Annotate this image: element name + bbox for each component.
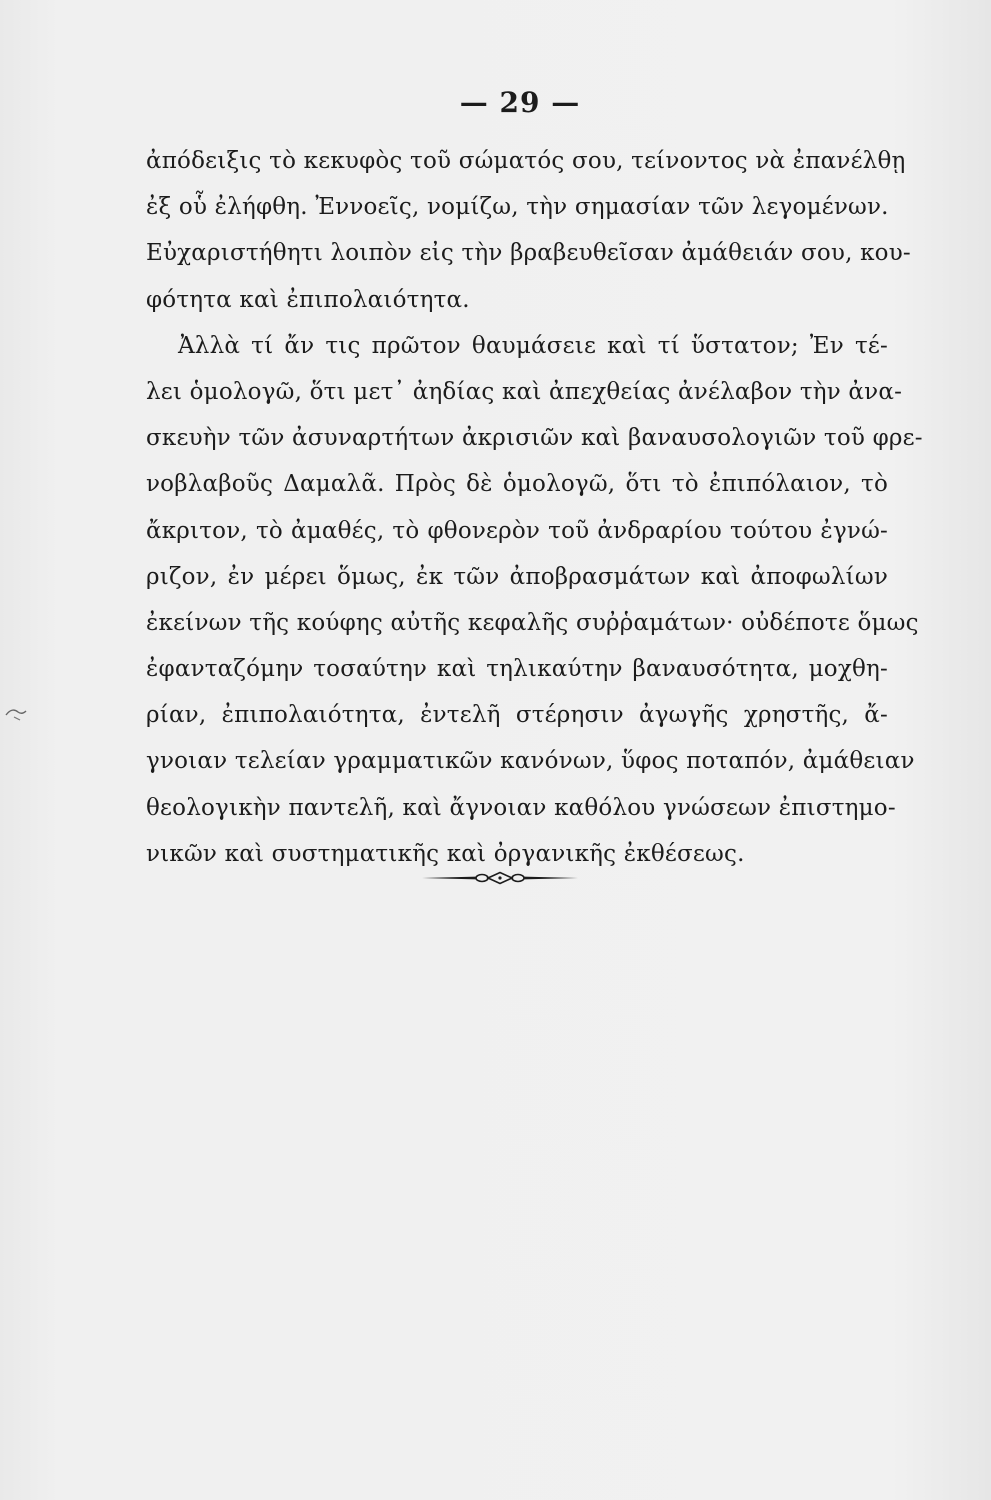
body-text bbox=[146, 138, 923, 877]
text-line: θεολογικὴν παντελῆ, καὶ ἄγνοιαν καθόλου γνώσεων ἐπιστημο- bbox=[146, 794, 896, 821]
text-line: ἐκείνων τῆς κούφης αὐτῆς κεφαλῆς συῤῥαμάτων· οὐδέποτε ὅμως bbox=[146, 609, 919, 636]
page-number: — 29 — bbox=[459, 86, 581, 119]
text-line: νικῶν καὶ συστηματικῆς καὶ ὀργανικῆς ἐκθέσεως. bbox=[146, 840, 745, 867]
text-line: ἐξ οὗ ἐλήφθη. Ἐννοεῖς, νομίζω, τὴν σημασίαν τῶν λεγομένων. bbox=[146, 194, 889, 221]
text-line: Ἀλλὰ τί ἄν τις πρῶτον θαυμάσειε καὶ τί ὕστατον; Ἐν τέ- bbox=[178, 332, 888, 359]
text-line: Εὐχαριστήθητι λοιπὸν εἰς τὴν βραβευθεῖσαν ἀμάθειάν σου, κου- bbox=[146, 240, 911, 267]
text-line: ρίαν, ἐπιπολαιότητα, ἐντελῆ στέρησιν ἀγωγῆς χρηστῆς, ἄ- bbox=[146, 702, 888, 729]
text-line: λει ὁμολογῶ, ὅτι μετ᾽ ἀηδίας καὶ ἀπεχθείας ἀνέλαβον τὴν ἀνα- bbox=[146, 378, 903, 405]
text-line: ἀπόδειξις τὸ κεκυφὸς τοῦ σώματός σου, τείνοντος νὰ ἐπανέλθῃ bbox=[146, 148, 906, 174]
tailpiece-ornament-icon bbox=[420, 868, 580, 888]
text-line: γνοιαν τελείαν γραμματικῶν κανόνων, ὕφος ποταπόν, ἀμάθειαν bbox=[146, 748, 915, 775]
text-line: φότητα καὶ ἐπιπολαιότητα. bbox=[146, 286, 470, 313]
text-line: σκευὴν τῶν ἀσυναρτήτων ἀκρισιῶν καὶ βαναυσολογιῶν τοῦ φρε- bbox=[146, 425, 923, 452]
text-line: νοβλαβοῦς Δαμαλᾶ. Πρὸς δὲ ὁμολογῶ, ὅτι τὸ ἐπιπόλαιον, τὸ bbox=[146, 471, 888, 498]
margin-mark-icon bbox=[4, 703, 28, 723]
text-line: ἄκριτον, τὸ ἀμαθές, τὸ φθονερὸν τοῦ ἀνδραρίου τούτου ἐγνώ- bbox=[146, 517, 888, 544]
text-line: ριζον, ἐν μέρει ὅμως, ἐκ τῶν ἀποβρασμάτων καὶ ἀποφωλίων bbox=[146, 563, 888, 590]
text-line: ἐφανταζόμην τοσαύτην καὶ τηλικαύτην βαναυσότητα, μοχθη- bbox=[146, 656, 888, 683]
